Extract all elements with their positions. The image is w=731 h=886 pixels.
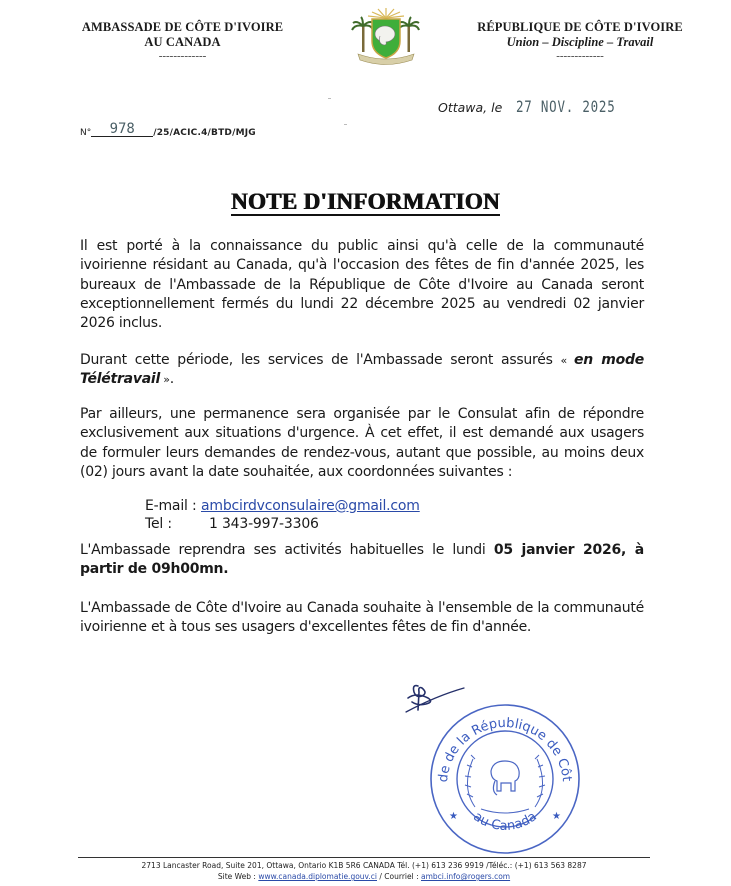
embassy-country: AU CANADA [144, 35, 221, 49]
email-row [145, 497, 420, 515]
phone-row [145, 515, 420, 533]
document-title-text: NOTE D'INFORMATION [231, 189, 500, 214]
dateline [438, 97, 644, 116]
paragraph-text-main: L'Ambassade reprendra ses activités habituelles le lundi [80, 542, 494, 558]
header-separator: ------------- [556, 50, 604, 62]
republic-header [460, 20, 700, 62]
republic-motto: Union – Discipline – Travail [506, 35, 654, 49]
embassy-header [60, 20, 305, 62]
seal-top-text: de de la République de Côt [435, 715, 574, 784]
paragraph-text: L'Ambassade de Côte d'Ivoire au Canada souhaite à l'ensemble de la communauté ivoirienne et à tous ses usagers d'excellentes fêtes de fin d'année. [80, 600, 644, 636]
dateline-label: Ottawa, le [438, 100, 503, 115]
contact-details [145, 497, 420, 533]
footer-links [78, 871, 650, 882]
telework-emphasis: en mode Télétravail [80, 352, 644, 388]
republic-name: RÉPUBLIQUE DE CÔTE D'IVOIRE [477, 20, 683, 34]
svg-text:★: ★ [449, 811, 458, 822]
footer-email-label: Courriel : [384, 872, 421, 881]
reference-suffix: /25/ACIC.4/BTD/MJG [153, 128, 256, 138]
reference-stamp-number: 978 [91, 122, 153, 137]
header-separator: ------------- [158, 50, 207, 62]
footer-web-label: Site Web : [217, 872, 259, 881]
paragraph-emergency [80, 405, 644, 482]
footer-divider [78, 857, 650, 858]
paragraph-telework [80, 351, 644, 390]
embassy-name: AMBASSADE DE CÔTE D'IVOIRE [81, 20, 284, 34]
footer-separator: / [377, 872, 385, 881]
paragraph-closure-notice [80, 237, 644, 333]
phone-label: Tel : [145, 516, 172, 532]
phone-number: 1 343-997-3306 [209, 516, 319, 532]
scan-speck [344, 124, 347, 125]
paragraph-text [80, 541, 644, 580]
open-quote: « [560, 354, 574, 367]
embassy-seal-icon [425, 697, 585, 857]
paragraph-text-main: Durant cette période, les services de l'Ambassade seront assurés [80, 352, 561, 368]
email-label: E-mail : [145, 498, 197, 514]
scan-speck [328, 98, 331, 99]
paragraph-wishes [80, 599, 644, 638]
footer-web-link[interactable]: www.canada.diplomatie.gouv.ci [258, 872, 377, 881]
resumption-date: 05 janvier 2026, à partir de 09h00mn. [80, 542, 644, 578]
email-link[interactable]: ambcirdvconsulaire@gmail.com [201, 498, 420, 514]
paragraph-text [80, 351, 644, 390]
paragraph-text: Par ailleurs, une permanence sera organisée par le Consulat afin de répondre exclusivement aux situations d'urgence. À cet effet, il est demandé aux usagers de formuler leurs demandes de rendez-vous, autant que possible, au moins deux (02) jours avant la date souhaitée, aux coordonnées suivantes : [80, 406, 644, 480]
seal-bottom-text: au Canada [470, 809, 540, 834]
document-title [0, 189, 731, 215]
close-quote: » [160, 373, 170, 387]
paragraph-text: Il est porté à la connaissance du public ainsi qu'à celle de la communauté ivoirienne résidant au Canada, qu'à l'occasion des fêtes de fin d'année 2025, les bureaux de l'Ambassade de la République de Côte d'Ivoire au Canada seront exceptionnellement fermés du lundi 22 décembre 2025 au vendredi 02 janvier 2026 inclus. [80, 238, 644, 332]
footer-address: 2713 Lancaster Road, Suite 201, Ottawa, Ontario K1B 5R6 CANADA Tél. (+1) 613 236 9919 /Téléc.: (+1) 613 563 8287 [141, 861, 587, 870]
reference-number [80, 121, 256, 139]
footer-email-link[interactable]: ambci.info@rogers.com [421, 872, 511, 881]
date-stamp: 27 NOV. 2025 [516, 97, 616, 116]
svg-text:★: ★ [552, 811, 561, 822]
paragraph-resumption [80, 541, 644, 580]
coat-of-arms-icon [350, 6, 422, 68]
paragraph-end: . [169, 371, 174, 388]
footer [78, 860, 650, 882]
reference-prefix: N° [80, 128, 92, 138]
